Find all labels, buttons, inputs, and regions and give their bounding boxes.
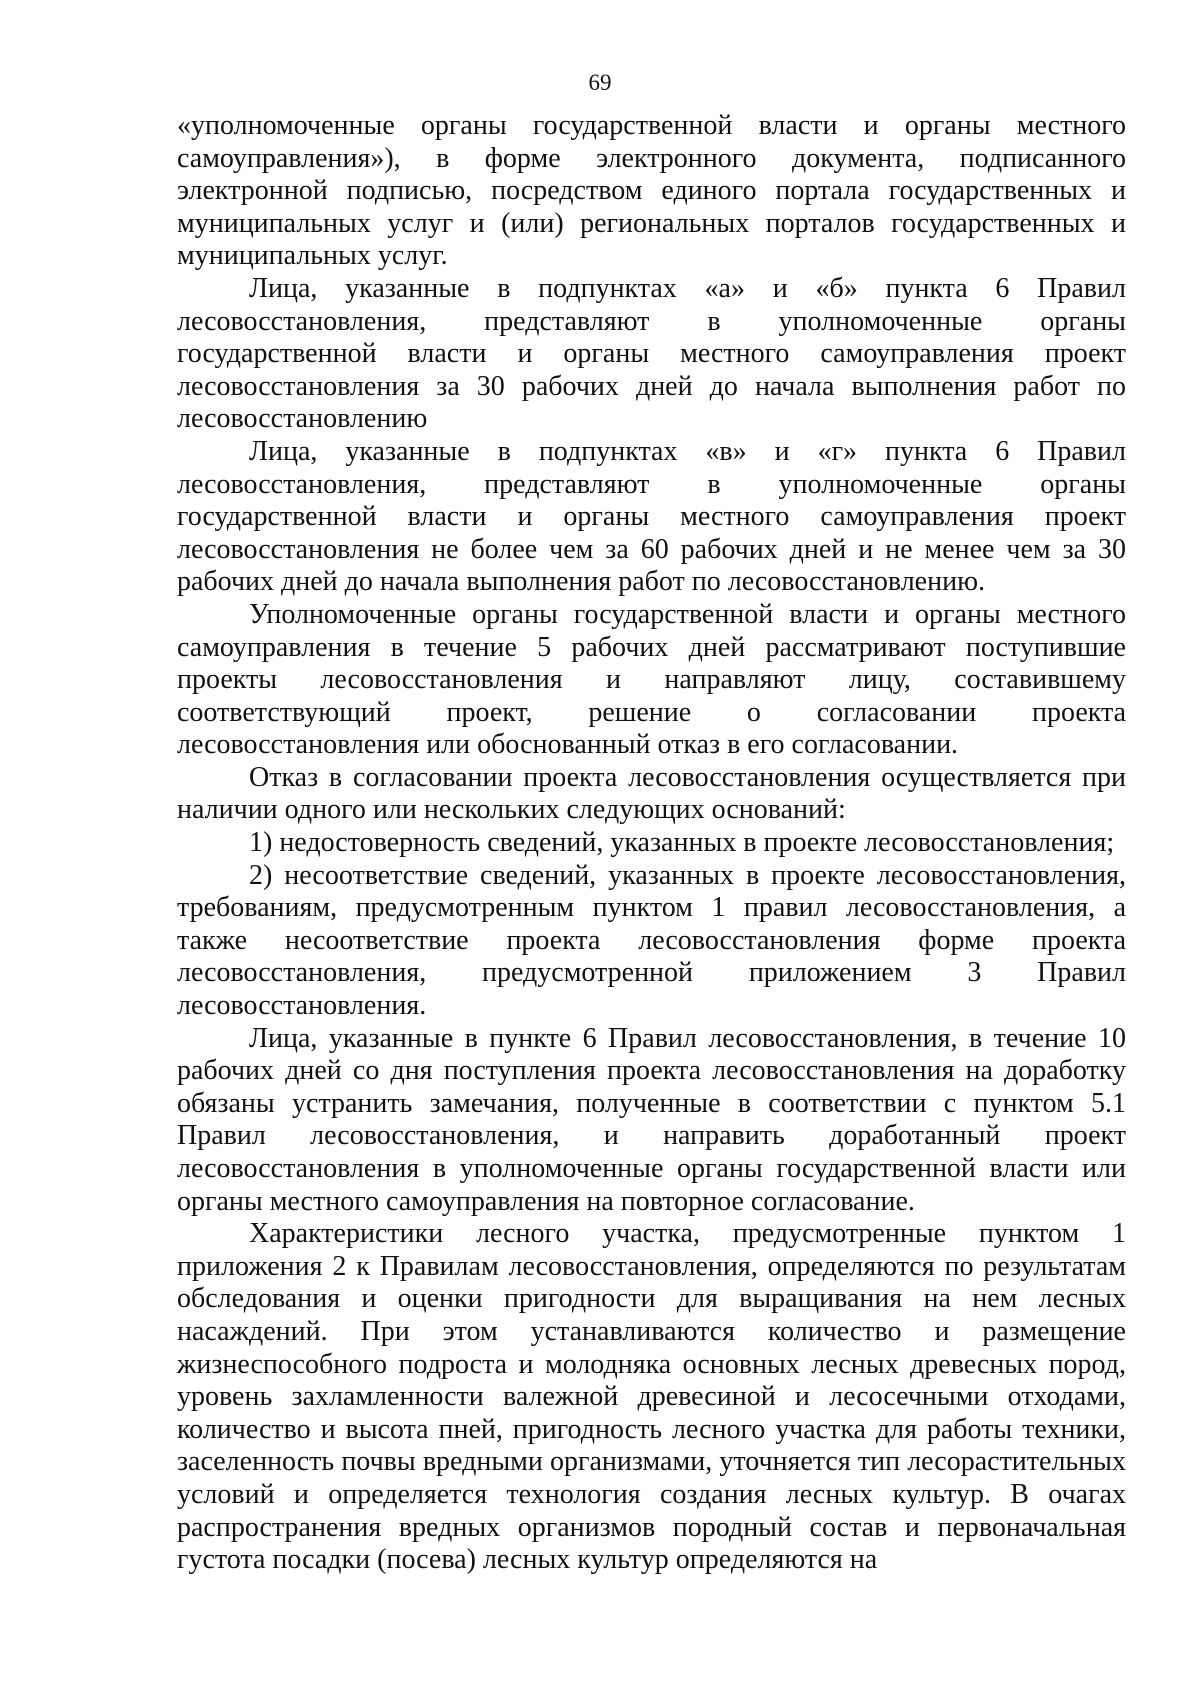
paragraph-continuation: «уполномоченные органы государственной власти и органы местного самоуправления»), в форме электронного документа, подписанного электронной подписью, посредством единого портала государственных и муниципальных услуг и (или) региональных порталов государственных и муниципальных услуг. <box>177 110 1126 272</box>
page-number: 69 <box>588 70 612 95</box>
list-item-1: 1) недостоверность сведений, указанных в проекте лесовосстановления; <box>249 827 1115 859</box>
paragraph-revision: Лица, указанные в пункте 6 Правил лесовосстановления, в течение 10 рабочих дней со дня поступления проекта лесовосстановления на доработку обязаны устранить замечания, полученные в соответствии с пунктом 5.1 Правил лесовосстановления, и направить доработанный проект лесовосстановления в уполномоченные органы государственной власти или органы местного самоуправления на повторное согласование. <box>177 1022 1126 1217</box>
paragraph-site-characteristics: Характеристики лесного участка, предусмотренные пунктом 1 приложения 2 к Правилам лесовосстановления, определяются по результатам обследования и оценки пригодности для выращивания на нем лесных насаждений. При этом устанавливаются количество и размещение жизнеспособного подроста и молодняка основных лесных древесных пород, уровень захламленности валежной древесиной и лесосечными отходами, количество и высота пней, пригодность лесного участка для работы техники, заселенность почвы вредными организмами, уточняется тип лесорастительных условий и определяется технология создания лесных культур. В очагах распространения вредных организмов породный состав и первоначальная густота посадки (посева) лесных культур определяются на <box>177 1218 1126 1576</box>
paragraph-refusal-grounds: Отказ в согласовании проекта лесовосстановления осуществляется при наличии одного или нескольких следующих оснований: <box>177 761 1126 826</box>
paragraph-deadline-v-g: Лица, указанные в подпунктах «в» и «г» пункта 6 Правил лесовосстановления, представляют в уполномоченные органы государственной власти и органы местного самоуправления проект лесовосстановления не более чем за 60 рабочих дней и не менее чем за 30 рабочих дней до начала выполнения работ по лесовосстановлению. <box>177 435 1126 598</box>
paragraph-review: Уполномоченные органы государственной власти и органы местного самоуправления в течение 5 рабочих дней рассматривают поступившие проекты лесовосстановления и направляют лицу, составившему соответствующий проект, решение о согласовании проекта лесовосстановления или обоснованный отказ в его согласовании. <box>177 598 1126 761</box>
paragraph-deadline-a-b: Лица, указанные в подпунктах «а» и «б» пункта 6 Правил лесовосстановления, представляют в уполномоченные органы государственной власти и органы местного самоуправления проект лесовосстановления за 30 рабочих дней до начала выполнения работ по лесовосстановлению <box>177 272 1126 435</box>
document-body <box>177 110 1126 1577</box>
list-item-2: 2) несоответствие сведений, указанных в проекте лесовосстановления, требованиям, предусмотренным пунктом 1 правил лесовосстановления, а также несоответствие проекта лесовосстановления форме проекта лесовосстановления, предусмотренной приложением 3 Правил лесовосстановления. <box>177 859 1126 1022</box>
